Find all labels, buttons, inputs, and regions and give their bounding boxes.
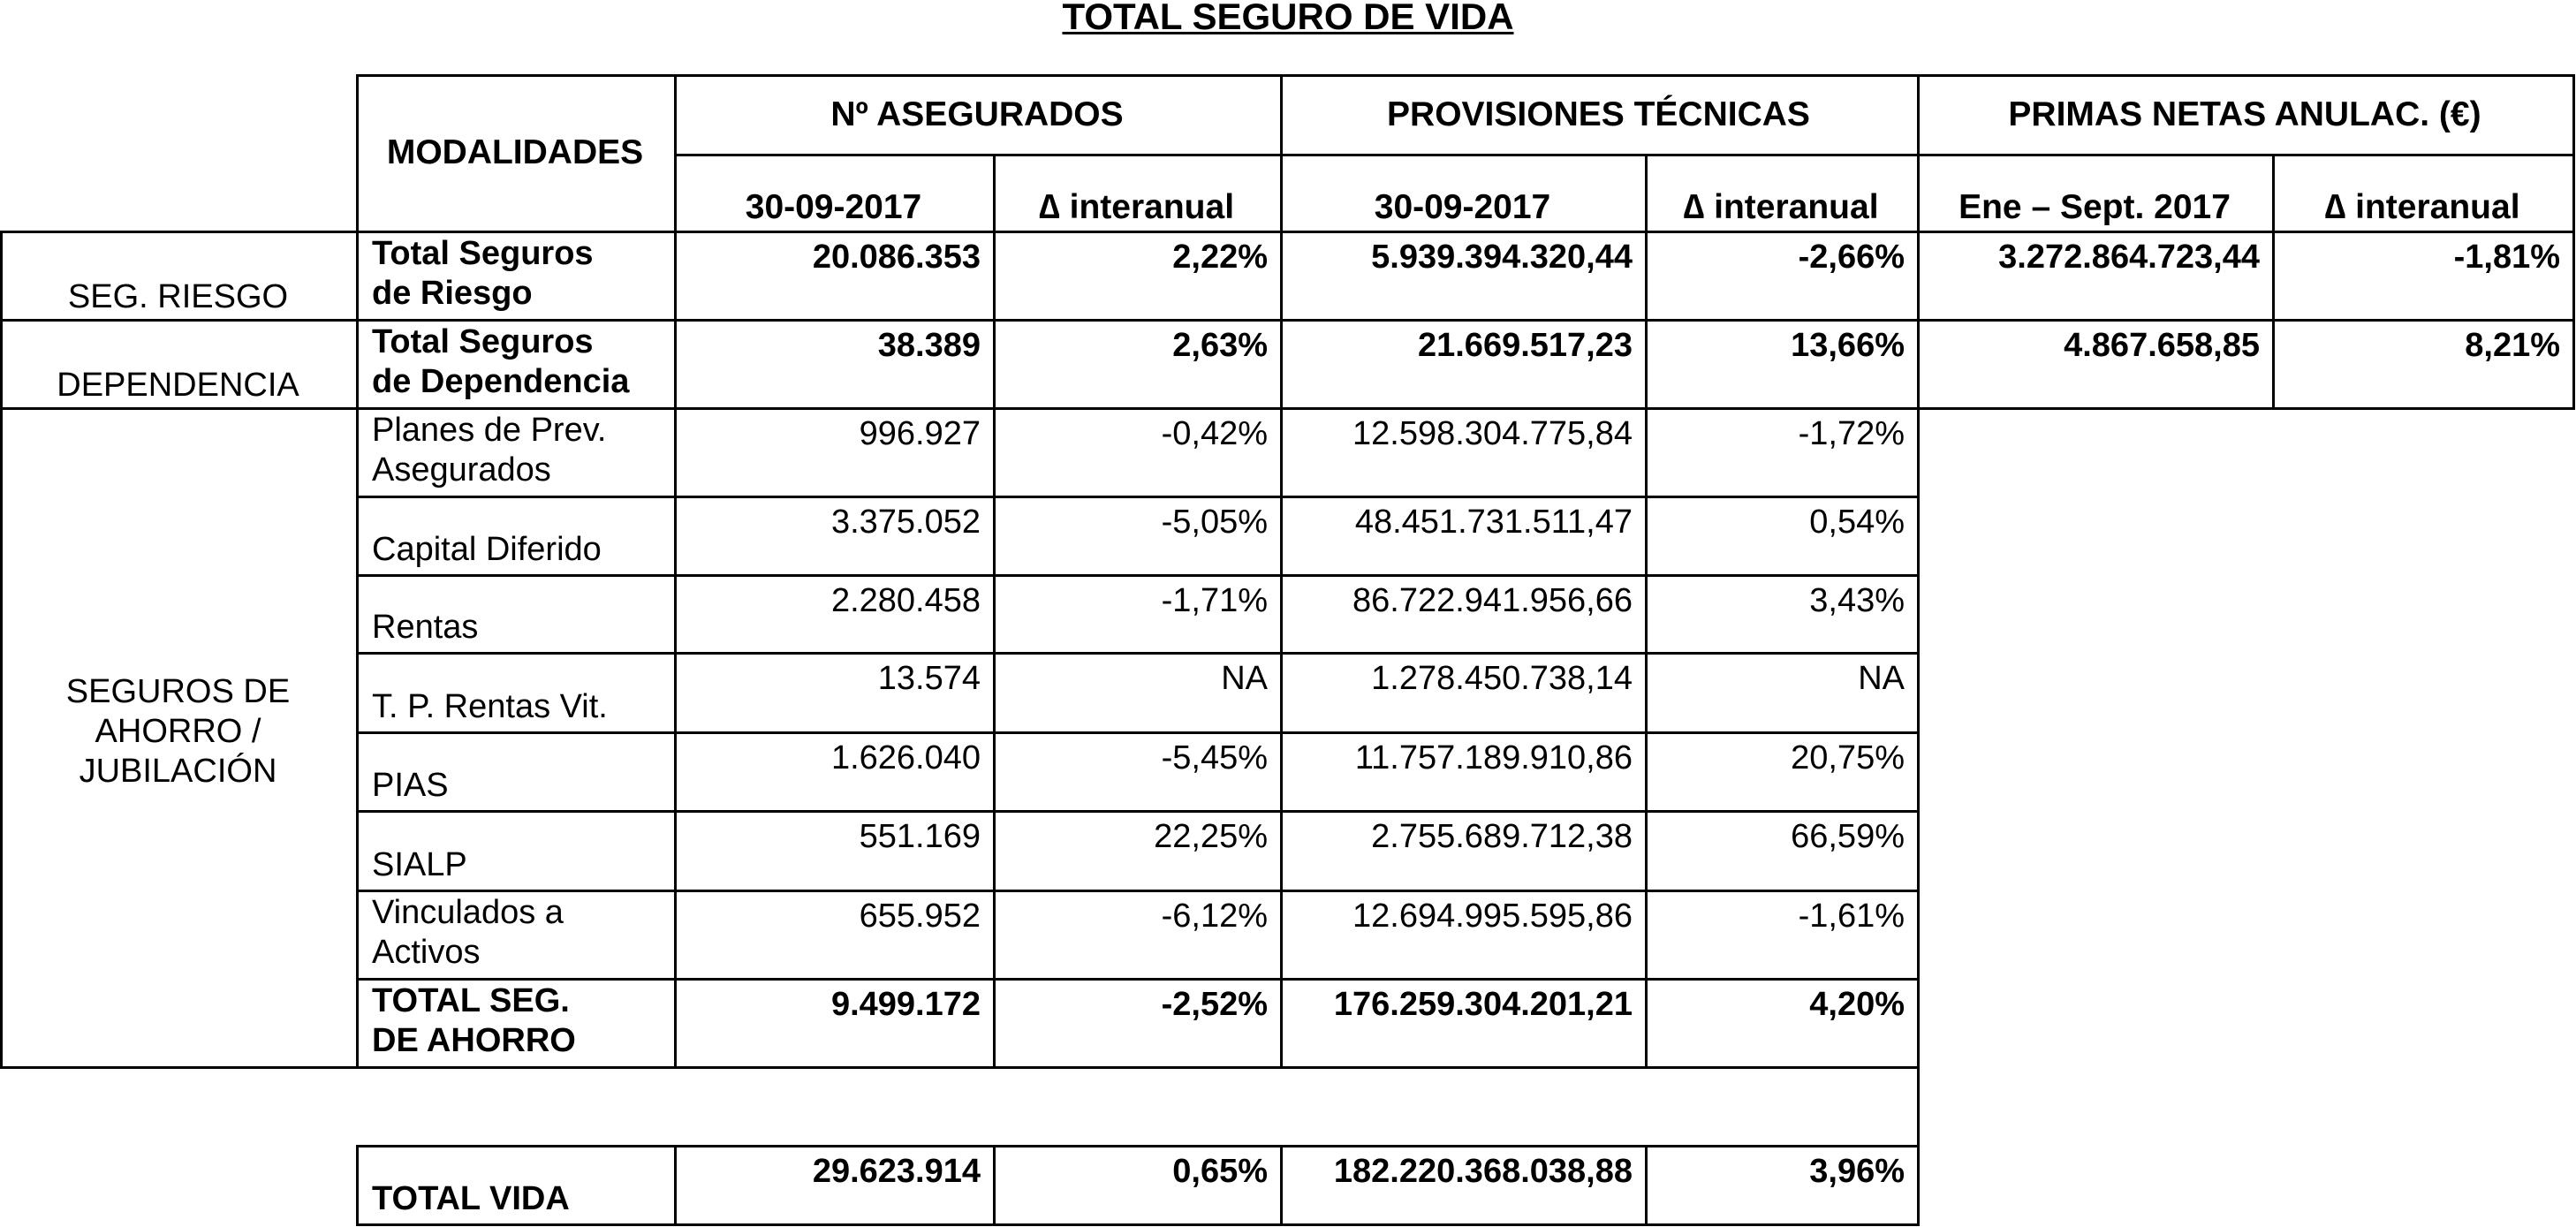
row-value: 8,21% bbox=[2465, 327, 2560, 364]
row-value: NA bbox=[1858, 660, 1905, 697]
row-value: 48.451.731.511,47 bbox=[1354, 504, 1633, 541]
row-value: 4,20% bbox=[1809, 986, 1905, 1023]
row-label: PIAS bbox=[372, 767, 449, 804]
row-label: DE AHORRO bbox=[372, 1022, 576, 1059]
header-sub-2: ∆ interanual bbox=[1038, 188, 1235, 226]
row-value: 3.272.864.723,44 bbox=[1998, 239, 2260, 276]
row-label: TOTAL SEG. bbox=[372, 982, 570, 1019]
row-rule bbox=[356, 978, 1920, 981]
row-label: Rentas bbox=[372, 609, 479, 646]
row-value: NA bbox=[1221, 660, 1268, 697]
col-rule bbox=[356, 74, 359, 1069]
row-value: 2,63% bbox=[1172, 327, 1268, 364]
row-value: -1,71% bbox=[1161, 582, 1268, 619]
row-rule bbox=[356, 810, 1920, 813]
row-rule bbox=[0, 1066, 1920, 1069]
row-label: Activos bbox=[372, 934, 481, 971]
row-value: 3,43% bbox=[1809, 582, 1905, 619]
header-asegurados: Nº ASEGURADOS bbox=[830, 95, 1124, 133]
row-value: 3.375.052 bbox=[830, 504, 981, 541]
row-value: -2,66% bbox=[1798, 239, 1905, 276]
row-rule bbox=[0, 319, 2575, 322]
row-value: 86.722.941.956,66 bbox=[1352, 582, 1633, 619]
row-value: 22,25% bbox=[1154, 818, 1268, 855]
header-modalidades: MODALIDADES bbox=[386, 133, 644, 171]
row-label: Planes de Prev. bbox=[372, 412, 607, 449]
row-value: -6,12% bbox=[1161, 898, 1268, 935]
header-sub-rule bbox=[674, 154, 2575, 156]
row-label: Total Seguros bbox=[372, 323, 594, 360]
row-value: 1.626.040 bbox=[830, 739, 981, 776]
row-value: 29.623.914 bbox=[812, 1153, 981, 1190]
row-value: 11.757.189.910,86 bbox=[1354, 739, 1633, 776]
page-title: TOTAL SEGURO DE VIDA bbox=[1062, 0, 1514, 37]
row-value: 655.952 bbox=[859, 898, 981, 935]
group-label-dependencia: DEPENDENCIA bbox=[57, 367, 299, 404]
row-rule bbox=[356, 1223, 1920, 1226]
row-value: 66,59% bbox=[1791, 818, 1905, 855]
row-value: -5,05% bbox=[1161, 504, 1268, 541]
row-rule bbox=[0, 407, 2575, 410]
row-value: 176.259.304.201,21 bbox=[1333, 986, 1633, 1023]
header-sub-4: ∆ interanual bbox=[1683, 188, 1879, 226]
row-value: -1,72% bbox=[1798, 415, 1905, 452]
row-rule bbox=[356, 574, 1920, 577]
row-rule bbox=[356, 496, 1920, 498]
row-rule bbox=[356, 890, 1920, 892]
row-value: 0,54% bbox=[1809, 504, 1905, 541]
row-label: de Dependencia bbox=[372, 363, 630, 400]
header-top-rule bbox=[356, 74, 2575, 77]
group-label-riesgo: SEG. RIESGO bbox=[67, 278, 289, 315]
row-value: 1.278.450.738,14 bbox=[1371, 660, 1633, 697]
header-sub-1: 30-09-2017 bbox=[745, 188, 922, 226]
row-value: 0,65% bbox=[1172, 1153, 1268, 1190]
header-sub-3: 30-09-2017 bbox=[1374, 188, 1551, 226]
row-value: 13.574 bbox=[877, 660, 981, 697]
row-value: 9.499.172 bbox=[830, 986, 981, 1023]
row-value: -5,45% bbox=[1161, 739, 1268, 776]
row-label: Asegurados bbox=[372, 451, 551, 489]
header-sub-5: Ene – Sept. 2017 bbox=[1959, 188, 2231, 226]
group-label-ahorro: JUBILACIÓN bbox=[79, 753, 277, 790]
row-value: 21.669.517,23 bbox=[1417, 327, 1633, 364]
row-value: 20,75% bbox=[1791, 739, 1905, 776]
row-label: Vinculados a bbox=[372, 894, 564, 931]
row-value: 38.389 bbox=[877, 327, 981, 364]
col-rule bbox=[2572, 74, 2575, 410]
header-sub-6: ∆ interanual bbox=[2324, 188, 2520, 226]
col-rule bbox=[356, 1145, 359, 1226]
row-rule bbox=[356, 1145, 1920, 1147]
row-label: de Riesgo bbox=[372, 275, 533, 312]
row-value: 13,66% bbox=[1791, 327, 1905, 364]
row-rule bbox=[356, 731, 1920, 734]
row-rule bbox=[356, 652, 1920, 655]
row-label: Capital Diferido bbox=[372, 531, 602, 568]
row-label: TOTAL VIDA bbox=[372, 1180, 570, 1217]
row-value: 12.694.995.595,86 bbox=[1352, 898, 1633, 935]
row-label: Total Seguros bbox=[372, 235, 594, 272]
row-value: 2.755.689.712,38 bbox=[1371, 818, 1633, 855]
group-label-ahorro: SEGUROS DE bbox=[65, 673, 291, 710]
row-value: -1,61% bbox=[1798, 898, 1905, 935]
row-value: 3,96% bbox=[1809, 1153, 1905, 1190]
row-value: 5.939.394.320,44 bbox=[1371, 239, 1633, 276]
row-value: -0,42% bbox=[1161, 415, 1268, 452]
row-value: -2,52% bbox=[1161, 986, 1268, 1023]
row-value: 12.598.304.775,84 bbox=[1352, 415, 1633, 452]
header-provisiones: PROVISIONES TÉCNICAS bbox=[1387, 95, 1810, 133]
header-primas: PRIMAS NETAS ANULAC. (€) bbox=[2008, 95, 2481, 133]
row-value: 2.280.458 bbox=[830, 582, 981, 619]
row-value: 4.867.658,85 bbox=[2064, 327, 2260, 364]
row-label: T. P. Rentas Vit. bbox=[372, 688, 608, 725]
row-value: 2,22% bbox=[1172, 239, 1268, 276]
row-value: 551.169 bbox=[859, 818, 981, 855]
row-rule bbox=[0, 231, 2575, 233]
row-value: -1,81% bbox=[2453, 239, 2560, 276]
group-label-ahorro: AHORRO / bbox=[95, 713, 261, 750]
row-value: 20.086.353 bbox=[812, 239, 981, 276]
row-label: SIALP bbox=[372, 846, 467, 883]
col-rule bbox=[0, 231, 3, 1069]
row-value: 182.220.368.038,88 bbox=[1333, 1153, 1633, 1190]
row-value: 996.927 bbox=[859, 415, 981, 452]
